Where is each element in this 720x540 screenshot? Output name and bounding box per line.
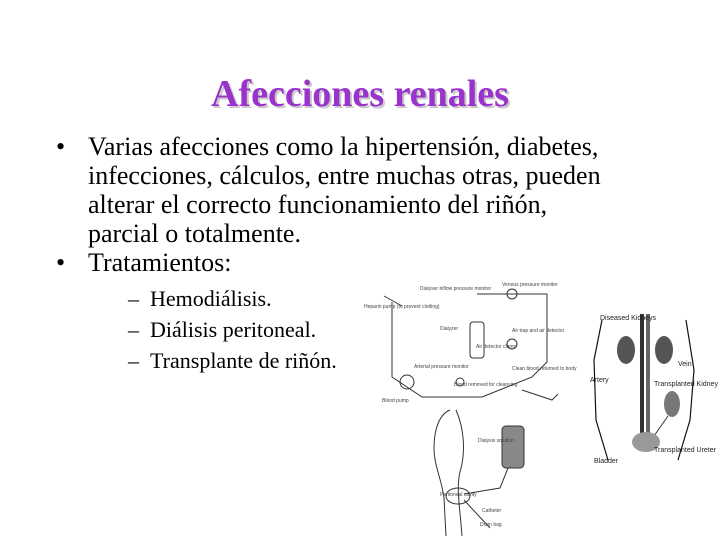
label-venous: Venous pressure monitor: [502, 282, 558, 288]
slide-title: Afecciones renales: [211, 73, 509, 115]
hemodialysis-diagram: [362, 282, 577, 407]
label-diseased: Diseased Kidneys: [600, 315, 657, 322]
label-blood-pump: Blood pump: [382, 398, 409, 404]
label-air-trap: Air trap and air detector: [512, 328, 565, 334]
label-clean-blood: Clean blood returned to body: [512, 366, 577, 372]
label-vein: Vein: [678, 361, 692, 368]
bullet-text: Tratamientos:: [88, 248, 232, 277]
label-bladder: Bladder: [594, 458, 619, 465]
sub-item-text: Hemodiálisis.: [150, 286, 272, 311]
label-transplanted-kidney: Transplanted Kidney: [654, 381, 718, 388]
bullet-text: Varias afecciones como la hipertensión, diabetes, infecciones, cálculos, entre muchas otras, pueden alterar el correcto funcionamiento del riñón, parcial o totalmente.: [88, 132, 601, 248]
label-air-clamp: Air detector clamp: [476, 344, 517, 350]
ureter-icon: [654, 416, 668, 436]
label-dialyzer: Dialyzer: [440, 326, 459, 332]
diseased-kidney-left-icon: [617, 336, 635, 364]
dash-marker: –: [128, 317, 139, 342]
label-dialyser: Dialyser inflow pressure monitor: [420, 286, 492, 292]
body-outline-icon: [434, 410, 450, 536]
bullet-marker: •: [56, 132, 66, 161]
label-solution: Dialysis solution: [478, 438, 514, 444]
diseased-kidney-right-icon: [655, 336, 673, 364]
body-outline-icon: [594, 320, 608, 460]
sub-item-text: Transplante de riñón.: [150, 348, 337, 373]
body-outline-icon: [456, 410, 463, 536]
body-outline-icon: [678, 320, 694, 460]
label-transplanted-ureter: Transplanted Ureter: [654, 447, 716, 454]
transplanted-kidney-icon: [664, 391, 680, 417]
label-heparin: Heparin pump (to prevent clotting): [364, 304, 440, 310]
kidney-transplant-diagram: [582, 300, 718, 470]
label-catheter: Catheter: [482, 508, 502, 514]
label-arterial: Arterial pressure monitor: [414, 364, 469, 370]
bullet-item-affections: [56, 132, 616, 248]
dash-marker: –: [128, 348, 139, 373]
label-cavity: Peritoneal cavity: [440, 492, 477, 498]
bullet-marker: •: [56, 248, 66, 277]
label-drain: Drain bag: [480, 522, 502, 528]
label-artery: Artery: [590, 377, 609, 384]
solution-bag-icon: [502, 426, 524, 468]
sub-item-text: Diálisis peritoneal.: [150, 317, 317, 342]
label-blood-removed: Blood removed for cleansing: [454, 382, 518, 388]
peritoneal-dialysis-diagram: [420, 408, 560, 538]
arm-icon: [522, 390, 558, 400]
dash-marker: –: [128, 286, 139, 311]
dialyzer-icon: [470, 322, 484, 358]
